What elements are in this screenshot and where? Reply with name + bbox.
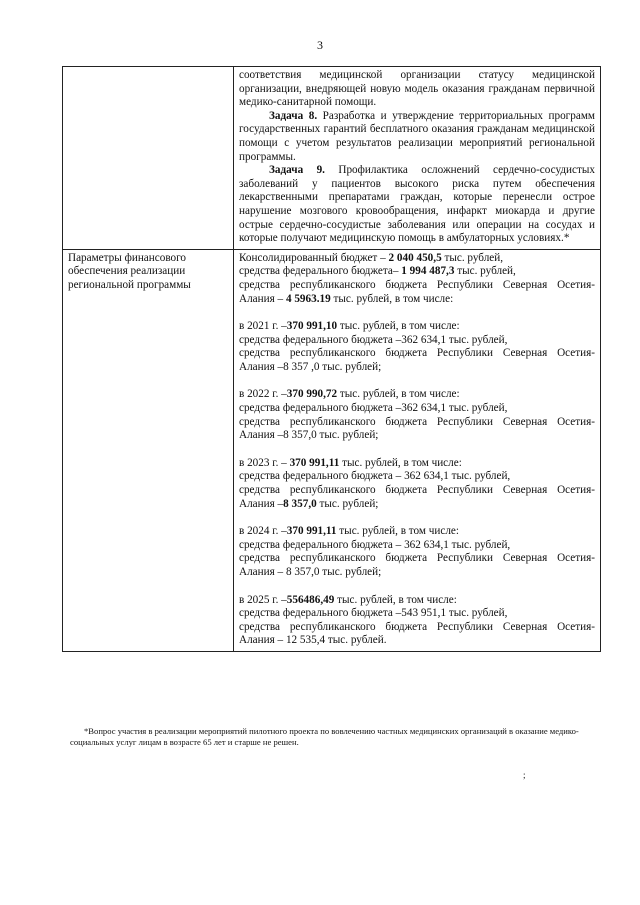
text-run: средства республиканского бюджета Республики Северная Осетия-Алания – xyxy=(239,347,595,373)
text-run: Консолидированный бюджет – xyxy=(239,251,389,264)
amount-value: 8 357 ,0 xyxy=(283,360,320,373)
text-run: тыс. рублей, xyxy=(454,265,516,278)
year-block-2022 xyxy=(239,388,595,442)
year-republic-line xyxy=(239,552,595,579)
table-row xyxy=(63,67,601,250)
republic-budget-line xyxy=(239,279,595,306)
text-run: средства республиканского бюджета Республики Северная Осетия-Алания – xyxy=(239,484,595,510)
text-run: тыс. рублей, в том числе: xyxy=(339,456,462,469)
text-run: средства федерального бюджета– xyxy=(239,265,402,278)
year-block-2021 xyxy=(239,320,595,374)
text-run: средства федерального бюджета – xyxy=(239,333,402,346)
text-run: тыс. рублей; xyxy=(319,566,382,578)
stray-mark: ; xyxy=(523,770,526,780)
text-run: тыс. рублей. xyxy=(325,634,387,647)
year-republic-line xyxy=(239,347,595,374)
task-9-paragraph xyxy=(239,164,595,246)
year-block-2025 xyxy=(239,594,595,648)
text-run: средства федерального бюджета – xyxy=(239,402,402,415)
amount-value: 543 951,1 xyxy=(401,607,447,620)
text-run: тыс. рублей, xyxy=(441,251,504,264)
text-run: тыс. рублей; xyxy=(319,360,382,373)
text-run: средства республиканского бюджета Республики Северная Осетия-Алания – xyxy=(239,552,595,578)
amount-value: 370 990,72 xyxy=(286,388,338,401)
text-run: средства федерального бюджета – xyxy=(239,470,405,483)
text-run: в 2022 г. – xyxy=(239,388,287,401)
amount-value: 8 357,0 xyxy=(283,497,317,510)
text-run: тыс. рублей; xyxy=(316,497,379,510)
amount-value: 362 634,1 xyxy=(401,402,447,415)
text-run: тыс. рублей, в том числе: xyxy=(337,388,460,401)
year-federal-line xyxy=(239,402,595,416)
year-block-2023 xyxy=(239,457,595,511)
financing-content-cell xyxy=(234,249,601,651)
text-run: средства республиканского бюджета Республики Северная Осетия-Алания – xyxy=(239,415,595,442)
amount-value: 370 991,10 xyxy=(286,320,338,333)
amount-value: 556486,49 xyxy=(286,593,335,606)
task-9-label: Задача 9. xyxy=(269,164,325,177)
text-run: тыс. рублей, в том числе: xyxy=(337,320,460,333)
year-block-2024 xyxy=(239,525,595,579)
year-federal-line xyxy=(239,607,595,621)
text-run: в 2023 г. – xyxy=(239,456,290,469)
text-run: средства федерального бюджета – xyxy=(239,538,405,551)
row1-content-cell xyxy=(234,67,601,250)
year-total-line xyxy=(239,388,595,402)
text-run: в 2021 г. – xyxy=(239,320,287,333)
amount-value: 12 535,4 xyxy=(285,634,326,647)
text-run: тыс. рублей, в том числе: xyxy=(336,525,460,538)
federal-budget-line xyxy=(239,265,595,279)
text-run: тыс. рублей; xyxy=(316,429,379,442)
year-federal-line xyxy=(239,470,595,484)
year-federal-line xyxy=(239,539,595,553)
year-total-line xyxy=(239,457,595,471)
year-republic-line xyxy=(239,621,595,648)
text-run: тыс. рублей, в том числе: xyxy=(330,292,454,305)
page-number: 3 xyxy=(317,38,323,52)
amount-value: 1 994 487,3 xyxy=(401,265,455,278)
year-total-line xyxy=(239,320,595,334)
amount-value: 8 357,0 xyxy=(285,566,320,578)
year-federal-line xyxy=(239,334,595,348)
text-run: тыс. рублей, xyxy=(448,538,511,551)
text-run: тыс. рублей, xyxy=(448,470,511,483)
amount-value: 370 991,11 xyxy=(289,456,340,469)
text-run: в 2025 г. – xyxy=(239,593,287,606)
year-republic-line xyxy=(239,416,595,443)
year-total-line xyxy=(239,594,595,608)
amount-value: 2 040 450,5 xyxy=(388,251,442,264)
text-run: средства республиканского бюджета Республики Северная Осетия-Алания – xyxy=(239,278,595,305)
amount-value: 370 991,11 xyxy=(286,525,337,538)
text-run: тыс. рублей, xyxy=(446,402,508,415)
footnote: *Вопрос участия в реализации мероприятий пилотного проекта по вовлечению частных медицинских организаций в оказание медико-социальных услуг лицам в возрасте 65 лет и старше не решен. xyxy=(70,726,579,747)
amount-value: 8 357,0 xyxy=(283,429,317,442)
table-row xyxy=(63,249,601,651)
text-run: тыс. рублей, xyxy=(446,607,508,620)
amount-value: 362 634,1 xyxy=(404,538,449,551)
financing-label: Параметры финансового обеспечения реализации региональной программы xyxy=(68,251,191,291)
amount-value: 4 5963.19 xyxy=(285,292,331,305)
text-run: тыс. рублей, xyxy=(446,333,508,346)
task-8-label: Задача 8. xyxy=(269,109,318,122)
financing-label-cell xyxy=(63,249,234,651)
amount-value: 362 634,1 xyxy=(404,470,449,483)
consolidated-budget-line xyxy=(239,252,595,266)
program-table xyxy=(62,66,601,652)
text-run: тыс. рублей, в том числе: xyxy=(334,593,457,606)
text-run: в 2024 г. – xyxy=(239,525,287,538)
row1-label-cell xyxy=(63,67,234,250)
summary-block xyxy=(239,252,595,306)
task-8-text: Разработка и утверждение территориальных программ государственных гарантий бесплатного оказания гражданам медицинской помощи с учетом результатов реализации мероприятий региональной программы. xyxy=(239,109,595,163)
year-republic-line xyxy=(239,484,595,511)
amount-value: 362 634,1 xyxy=(401,333,447,346)
text-run: средства республиканского бюджета Республики Северная Осетия-Алания – xyxy=(239,620,595,647)
year-total-line xyxy=(239,525,595,539)
task-8-paragraph xyxy=(239,110,595,164)
task-9-text: Профилактика осложнений сердечно-сосудистых заболеваний у пациентов высокого риска путем обеспечения лекарственными препаратами граждан, которые перенесли острое нарушение мозгового кровообращения, инфаркт миокарда и другие острые сердечно-сосудистые заболевания или операции на сосудах и которые получают медицинскую помощь в амбулаторных условиях.* xyxy=(239,164,595,245)
text-run: средства федерального бюджета – xyxy=(239,607,402,620)
continuation-paragraph: соответствия медицинской организации статусу медицинской организации, внедряющей новую модель оказания гражданам первичной медико-санитарной помощи. xyxy=(239,69,595,109)
